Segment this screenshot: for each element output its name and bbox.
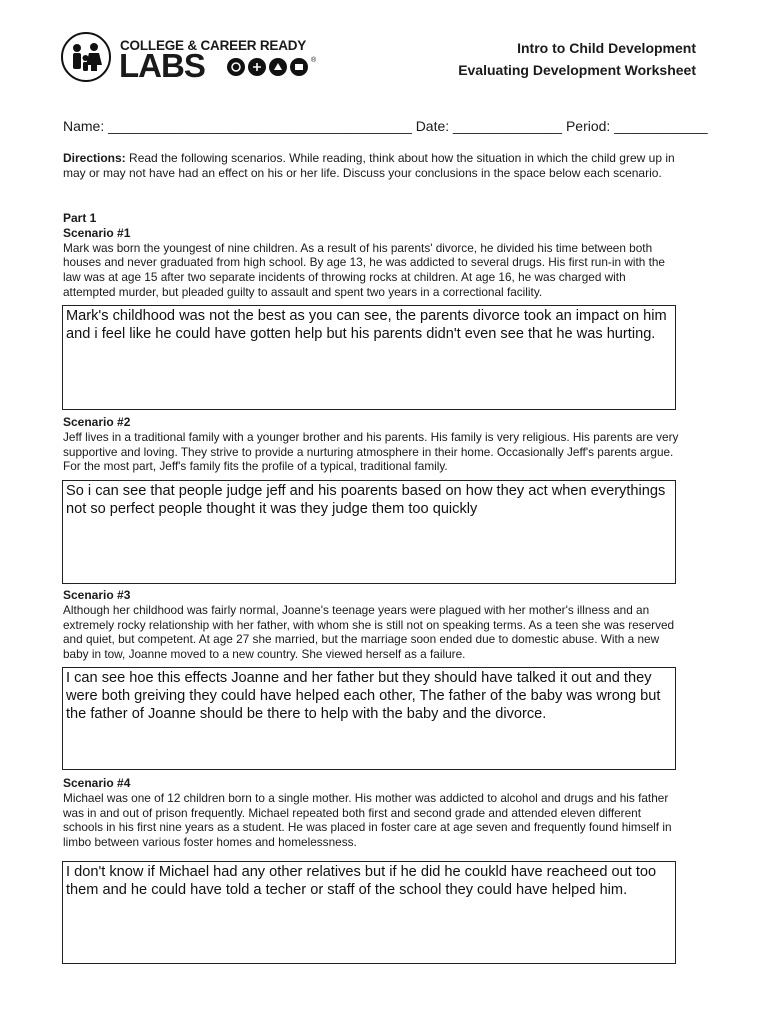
- worksheet-title: Evaluating Development Worksheet: [458, 62, 696, 78]
- period-field[interactable]: ____________: [614, 118, 708, 134]
- answer-box-4[interactable]: I don't know if Michael had any other relatives but if he did he coukld have reacheed out too them and he could have told a techer or staff of the school they could have helped him.: [62, 861, 676, 964]
- date-label: Date:: [415, 118, 450, 134]
- answer-box-1[interactable]: Mark's childhood was not the best as you can see, the parents divorce took an impact on him and i feel like he could have gotten help but his parents didn't even see that he was hurting.: [62, 305, 676, 410]
- scenario-text: Mark was born the youngest of nine children. As a result of his parents' divorce, he divided his time between both houses and never graduated from high school. By age 13, he was addicted to several drugs. His first run-in with the law was at age 15 after two separate incidents of throwing rocks at children. At age 16, he was charged with attempted murder, but pleaded guilty to assault and spent two years in a correctional facility.: [63, 240, 665, 299]
- scenario-title: Scenario #4: [63, 776, 131, 790]
- answer-box-3[interactable]: I can see hoe this effects Joanne and her father but they should have talked it out and they were both greiving they could have helped each other, The father of the baby was wrong but the father of Joanne should be there to help with the baby and the divorce.: [62, 667, 676, 770]
- family-icon: [61, 32, 111, 82]
- scenario-title: Scenario #1: [63, 225, 131, 240]
- student-info-line: [63, 118, 708, 134]
- logo-badges-icon: [226, 55, 318, 84]
- date-field[interactable]: ______________: [453, 118, 563, 134]
- course-title: Intro to Child Development: [517, 40, 696, 56]
- scenario-text: Michael was one of 12 children born to a single mother. His mother was addicted to alcohol and drugs and his father was in and out of prison frequently. Michael repeated both first and second grade and attended eleven different schools in his first nine years as a student. He was placed in foster care at age seven and frequently found himself in limbo between various foster homes and homelessness.: [63, 790, 672, 850]
- directions: [63, 151, 678, 181]
- period-label: Period:: [565, 118, 611, 134]
- part-label: Part 1: [63, 211, 97, 225]
- svg-text:®: ®: [311, 57, 317, 64]
- scenario-title: Scenario #3: [63, 588, 131, 602]
- logo-tagline: COLLEGE & CAREER READY: [120, 38, 307, 53]
- scenario-3: [63, 588, 679, 662]
- scenario-text: Jeff lives in a traditional family with a younger brother and his parents. His family is very religious. His parents are very supportive and loving. They strive to provide a nurturing atmosphere in their home. Occasionally Jeff's parents argue. For the most part, Jeff's family fits the profile of a typical, traditional family.: [63, 429, 679, 474]
- name-field[interactable]: _______________________________________: [108, 118, 412, 134]
- name-label: Name:: [63, 118, 105, 134]
- answer-box-2[interactable]: So i can see that people judge jeff and his poarents based on how they act when everythings not so perfect people thought it was they judge them too quickly: [62, 480, 676, 584]
- scenario-4: [63, 776, 679, 850]
- scenario-title: Scenario #2: [63, 415, 131, 429]
- logo-wordmark: LABS: [119, 47, 205, 84]
- scenario-1: [63, 211, 679, 300]
- college-career-ready-labs-logo: [61, 32, 321, 92]
- directions-text: Read the following scenarios. While reading, think about how the situation in which the child grew up in may or may not have had an effect on his or her life. Discuss your conclusions in the space below each scenario.: [63, 151, 675, 180]
- scenario-2: [63, 415, 679, 474]
- directions-label: Directions:: [63, 151, 126, 165]
- scenario-text: Although her childhood was fairly normal, Joanne's teenage years were plagued with her mother's illness and an extremely rocky relationship with her father, with whom she is still not on speaking terms. As a teen she was reserved and quiet, but competent. At age 27 she married, but the marriage soon ended due to domestic abuse. With a new baby in tow, Joanne moved to a new country. She viewed herself as a failure.: [63, 602, 675, 662]
